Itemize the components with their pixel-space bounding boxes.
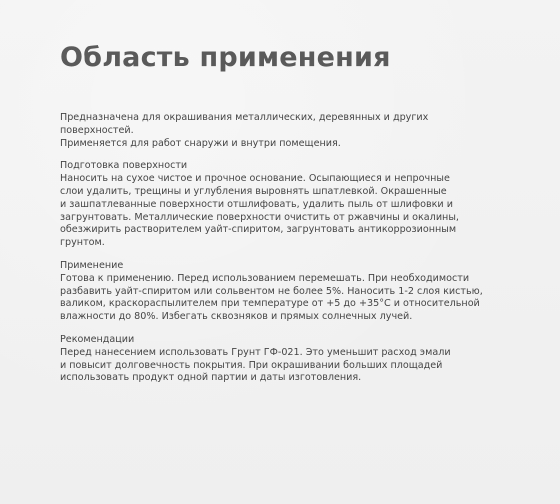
intro-section <box>60 112 510 150</box>
text-line: разбавить уайт-спиритом или сольвентом не более 5%. Наносить 1-2 слоя кистью, <box>60 285 483 297</box>
page-title: Область применения <box>60 42 391 73</box>
application-section <box>60 260 510 324</box>
text-line: слои удалить, трещины и углубления выровнять шпатлевкой. Окрашенные <box>60 185 447 197</box>
text-line: и повысит долговечность покрытия. При окрашивании больших площадей <box>60 359 443 371</box>
text-line: Перед нанесением использовать Грунт ГФ-021. Это уменьшит расход эмали <box>60 346 451 358</box>
text-line: обезжирить растворителем уайт-спиритом, загрунтовать антикоррозионным <box>60 224 457 236</box>
section-heading: Применение <box>60 259 124 271</box>
content <box>60 112 510 395</box>
section-heading: Рекомендации <box>60 333 135 345</box>
surface-preparation-section <box>60 160 510 250</box>
text-line: Применяется для работ снаружи и внутри помещения. <box>60 137 341 149</box>
recommendations-section <box>60 334 510 385</box>
text-line: и зашпатлеванные поверхности отшлифовать, удалить пыль от шлифовки и <box>60 198 453 210</box>
text-line: грунтом. <box>60 237 105 249</box>
text-line: использовать продукт одной партии и даты изготовления. <box>60 372 362 384</box>
text-line: Предназначена для окрашивания металлических, деревянных и других <box>60 112 429 123</box>
text-line: загрунтовать. Металлические поверхности очистить от ржавчины и окалины, <box>60 211 459 223</box>
text-line: Готова к применению. Перед использованием перемешать. При необходимости <box>60 272 470 284</box>
section-heading: Подготовка поверхности <box>60 160 188 172</box>
text-line: влажности до 80%. Избегать сквозняков и прямых солнечных лучей. <box>60 311 413 323</box>
text-line: Наносить на сухое чистое и прочное основание. Осыпающиеся и непрочные <box>60 173 450 185</box>
text-line: валиком, краскораспылителем при температуре от +5 до +35°С и относительной <box>60 298 480 310</box>
text-line: поверхностей. <box>60 124 134 136</box>
